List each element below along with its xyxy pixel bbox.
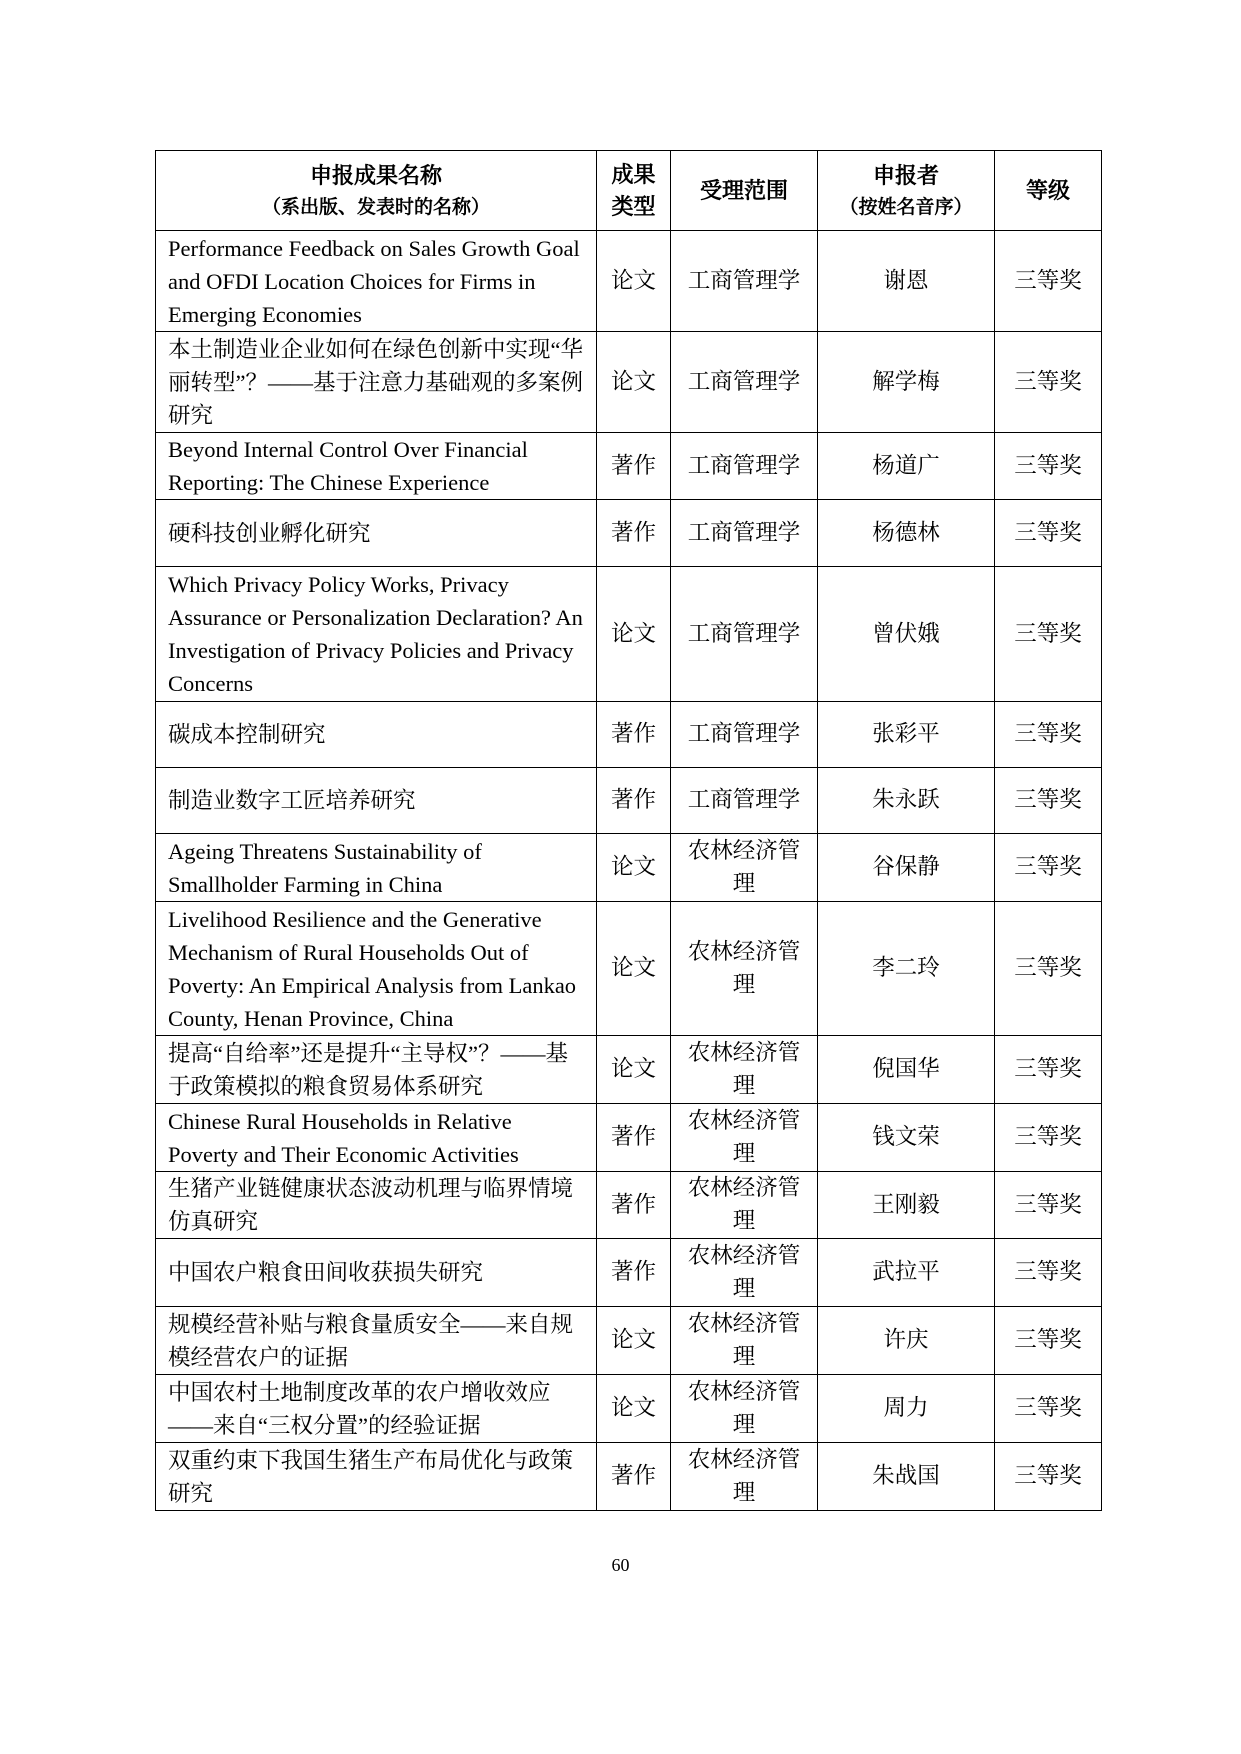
cell-title: 中国农户粮食田间收获损失研究 — [156, 1239, 597, 1307]
cell-scope: 工商管理学 — [671, 231, 818, 332]
table-row — [156, 231, 1102, 332]
cell-applicant: 倪国华 — [818, 1036, 995, 1104]
header-title — [156, 151, 597, 231]
table-row — [156, 1307, 1102, 1375]
cell-title: Chinese Rural Households in Relative Poverty and Their Economic Activities — [156, 1104, 597, 1172]
header-row — [156, 151, 1102, 231]
cell-type: 论文 — [597, 834, 671, 902]
cell-scope: 农林经济管理 — [671, 1172, 818, 1239]
cell-grade: 三等奖 — [995, 500, 1102, 567]
table-row — [156, 1239, 1102, 1307]
header-scope: 受理范围 — [671, 151, 818, 231]
table-row — [156, 1172, 1102, 1239]
header-title-main: 申报成果名称 — [309, 162, 442, 189]
cell-scope: 农林经济管理 — [671, 1375, 818, 1443]
cell-title: Ageing Threatens Sustainability of Smallholder Farming in China — [156, 834, 597, 902]
cell-type: 著作 — [597, 433, 671, 500]
cell-scope: 工商管理学 — [671, 332, 818, 433]
cell-title: Beyond Internal Control Over Financial Reporting: The Chinese Experience — [156, 433, 597, 500]
cell-applicant: 曾伏娥 — [818, 567, 995, 702]
table-row — [156, 702, 1102, 768]
header-grade: 等级 — [995, 151, 1102, 231]
cell-grade: 三等奖 — [995, 231, 1102, 332]
cell-applicant: 谢恩 — [818, 231, 995, 332]
cell-type: 论文 — [597, 902, 671, 1036]
cell-scope: 工商管理学 — [671, 567, 818, 702]
cell-type: 论文 — [597, 231, 671, 332]
cell-type: 著作 — [597, 1443, 671, 1511]
cell-type: 论文 — [597, 567, 671, 702]
header-type — [597, 151, 671, 231]
cell-grade: 三等奖 — [995, 902, 1102, 1036]
cell-title: 提高“自给率”还是提升“主导权”？——基于政策模拟的粮食贸易体系研究 — [156, 1036, 597, 1104]
cell-scope: 农林经济管理 — [671, 1104, 818, 1172]
cell-scope: 工商管理学 — [671, 433, 818, 500]
cell-type: 著作 — [597, 768, 671, 834]
cell-scope: 工商管理学 — [671, 702, 818, 768]
cell-type: 著作 — [597, 702, 671, 768]
table-row — [156, 332, 1102, 433]
cell-title: Which Privacy Policy Works, Privacy Assurance or Personalization Declaration? An Investigation of Privacy Policies and Privacy Concerns — [156, 567, 597, 702]
cell-grade: 三等奖 — [995, 332, 1102, 433]
cell-grade: 三等奖 — [995, 702, 1102, 768]
cell-title: 制造业数字工匠培养研究 — [156, 768, 597, 834]
cell-applicant: 钱文荣 — [818, 1104, 995, 1172]
cell-scope: 农林经济管理 — [671, 1443, 818, 1511]
cell-applicant: 杨德林 — [818, 500, 995, 567]
table-body — [156, 231, 1102, 1511]
cell-type: 论文 — [597, 332, 671, 433]
cell-applicant: 李二玲 — [818, 902, 995, 1036]
cell-grade: 三等奖 — [995, 1443, 1102, 1511]
cell-type: 论文 — [597, 1307, 671, 1375]
table-row — [156, 1036, 1102, 1104]
table-row — [156, 902, 1102, 1036]
cell-title: 生猪产业链健康状态波动机理与临界情境仿真研究 — [156, 1172, 597, 1239]
cell-grade: 三等奖 — [995, 433, 1102, 500]
header-applicant-main: 申报者 — [872, 162, 939, 189]
cell-grade: 三等奖 — [995, 834, 1102, 902]
cell-title: 中国农村土地制度改革的农户增收效应——来自“三权分置”的经验证据 — [156, 1375, 597, 1443]
cell-scope: 农林经济管理 — [671, 1036, 818, 1104]
cell-applicant: 许庆 — [818, 1307, 995, 1375]
cell-grade: 三等奖 — [995, 567, 1102, 702]
cell-scope: 工商管理学 — [671, 500, 818, 567]
cell-grade: 三等奖 — [995, 1307, 1102, 1375]
cell-grade: 三等奖 — [995, 1375, 1102, 1443]
cell-title: Performance Feedback on Sales Growth Goal and OFDI Location Choices for Firms in Emerging Economies — [156, 231, 597, 332]
cell-applicant: 周力 — [818, 1375, 995, 1443]
table-row — [156, 433, 1102, 500]
cell-type: 著作 — [597, 1239, 671, 1307]
cell-type: 论文 — [597, 1375, 671, 1443]
cell-applicant: 杨道广 — [818, 433, 995, 500]
cell-grade: 三等奖 — [995, 1239, 1102, 1307]
table-row — [156, 567, 1102, 702]
page-number: 60 — [611, 1555, 630, 1575]
cell-applicant: 武拉平 — [818, 1239, 995, 1307]
header-applicant — [818, 151, 995, 231]
cell-title: 双重约束下我国生猪生产布局优化与政策研究 — [156, 1443, 597, 1511]
cell-grade: 三等奖 — [995, 768, 1102, 834]
cell-scope: 农林经济管理 — [671, 834, 818, 902]
cell-applicant: 朱永跃 — [818, 768, 995, 834]
table-row — [156, 1104, 1102, 1172]
awards-table — [155, 150, 1102, 1511]
cell-applicant: 谷保静 — [818, 834, 995, 902]
cell-scope: 农林经济管理 — [671, 902, 818, 1036]
cell-applicant: 解学梅 — [818, 332, 995, 433]
cell-title: 硬科技创业孵化研究 — [156, 500, 597, 567]
header-title-sub: （系出版、发表时的名称） — [261, 195, 490, 218]
cell-applicant: 朱战国 — [818, 1443, 995, 1511]
table-row — [156, 1375, 1102, 1443]
cell-type: 著作 — [597, 1172, 671, 1239]
cell-title: 碳成本控制研究 — [156, 702, 597, 768]
cell-applicant: 张彩平 — [818, 702, 995, 768]
cell-grade: 三等奖 — [995, 1036, 1102, 1104]
header-applicant-sub: （按姓名音序） — [839, 195, 973, 218]
cell-applicant: 王刚毅 — [818, 1172, 995, 1239]
cell-title: 本土制造业企业如何在绿色创新中实现“华丽转型”？——基于注意力基础观的多案例研究 — [156, 332, 597, 433]
table-row — [156, 834, 1102, 902]
cell-scope: 工商管理学 — [671, 768, 818, 834]
header-type-line1: 成果 — [611, 161, 656, 188]
table-row — [156, 500, 1102, 567]
cell-grade: 三等奖 — [995, 1104, 1102, 1172]
cell-scope: 农林经济管理 — [671, 1239, 818, 1307]
table-row — [156, 768, 1102, 834]
table-row — [156, 1443, 1102, 1511]
cell-type: 著作 — [597, 500, 671, 567]
cell-type: 论文 — [597, 1036, 671, 1104]
header-type-line2: 类型 — [611, 193, 656, 220]
cell-grade: 三等奖 — [995, 1172, 1102, 1239]
cell-title: Livelihood Resilience and the Generative Mechanism of Rural Households Out of Poverty: An Empirical Analysis from Lankao County, Henan Province, China — [156, 902, 597, 1036]
cell-title: 规模经营补贴与粮食量质安全——来自规模经营农户的证据 — [156, 1307, 597, 1375]
cell-scope: 农林经济管理 — [671, 1307, 818, 1375]
cell-type: 著作 — [597, 1104, 671, 1172]
